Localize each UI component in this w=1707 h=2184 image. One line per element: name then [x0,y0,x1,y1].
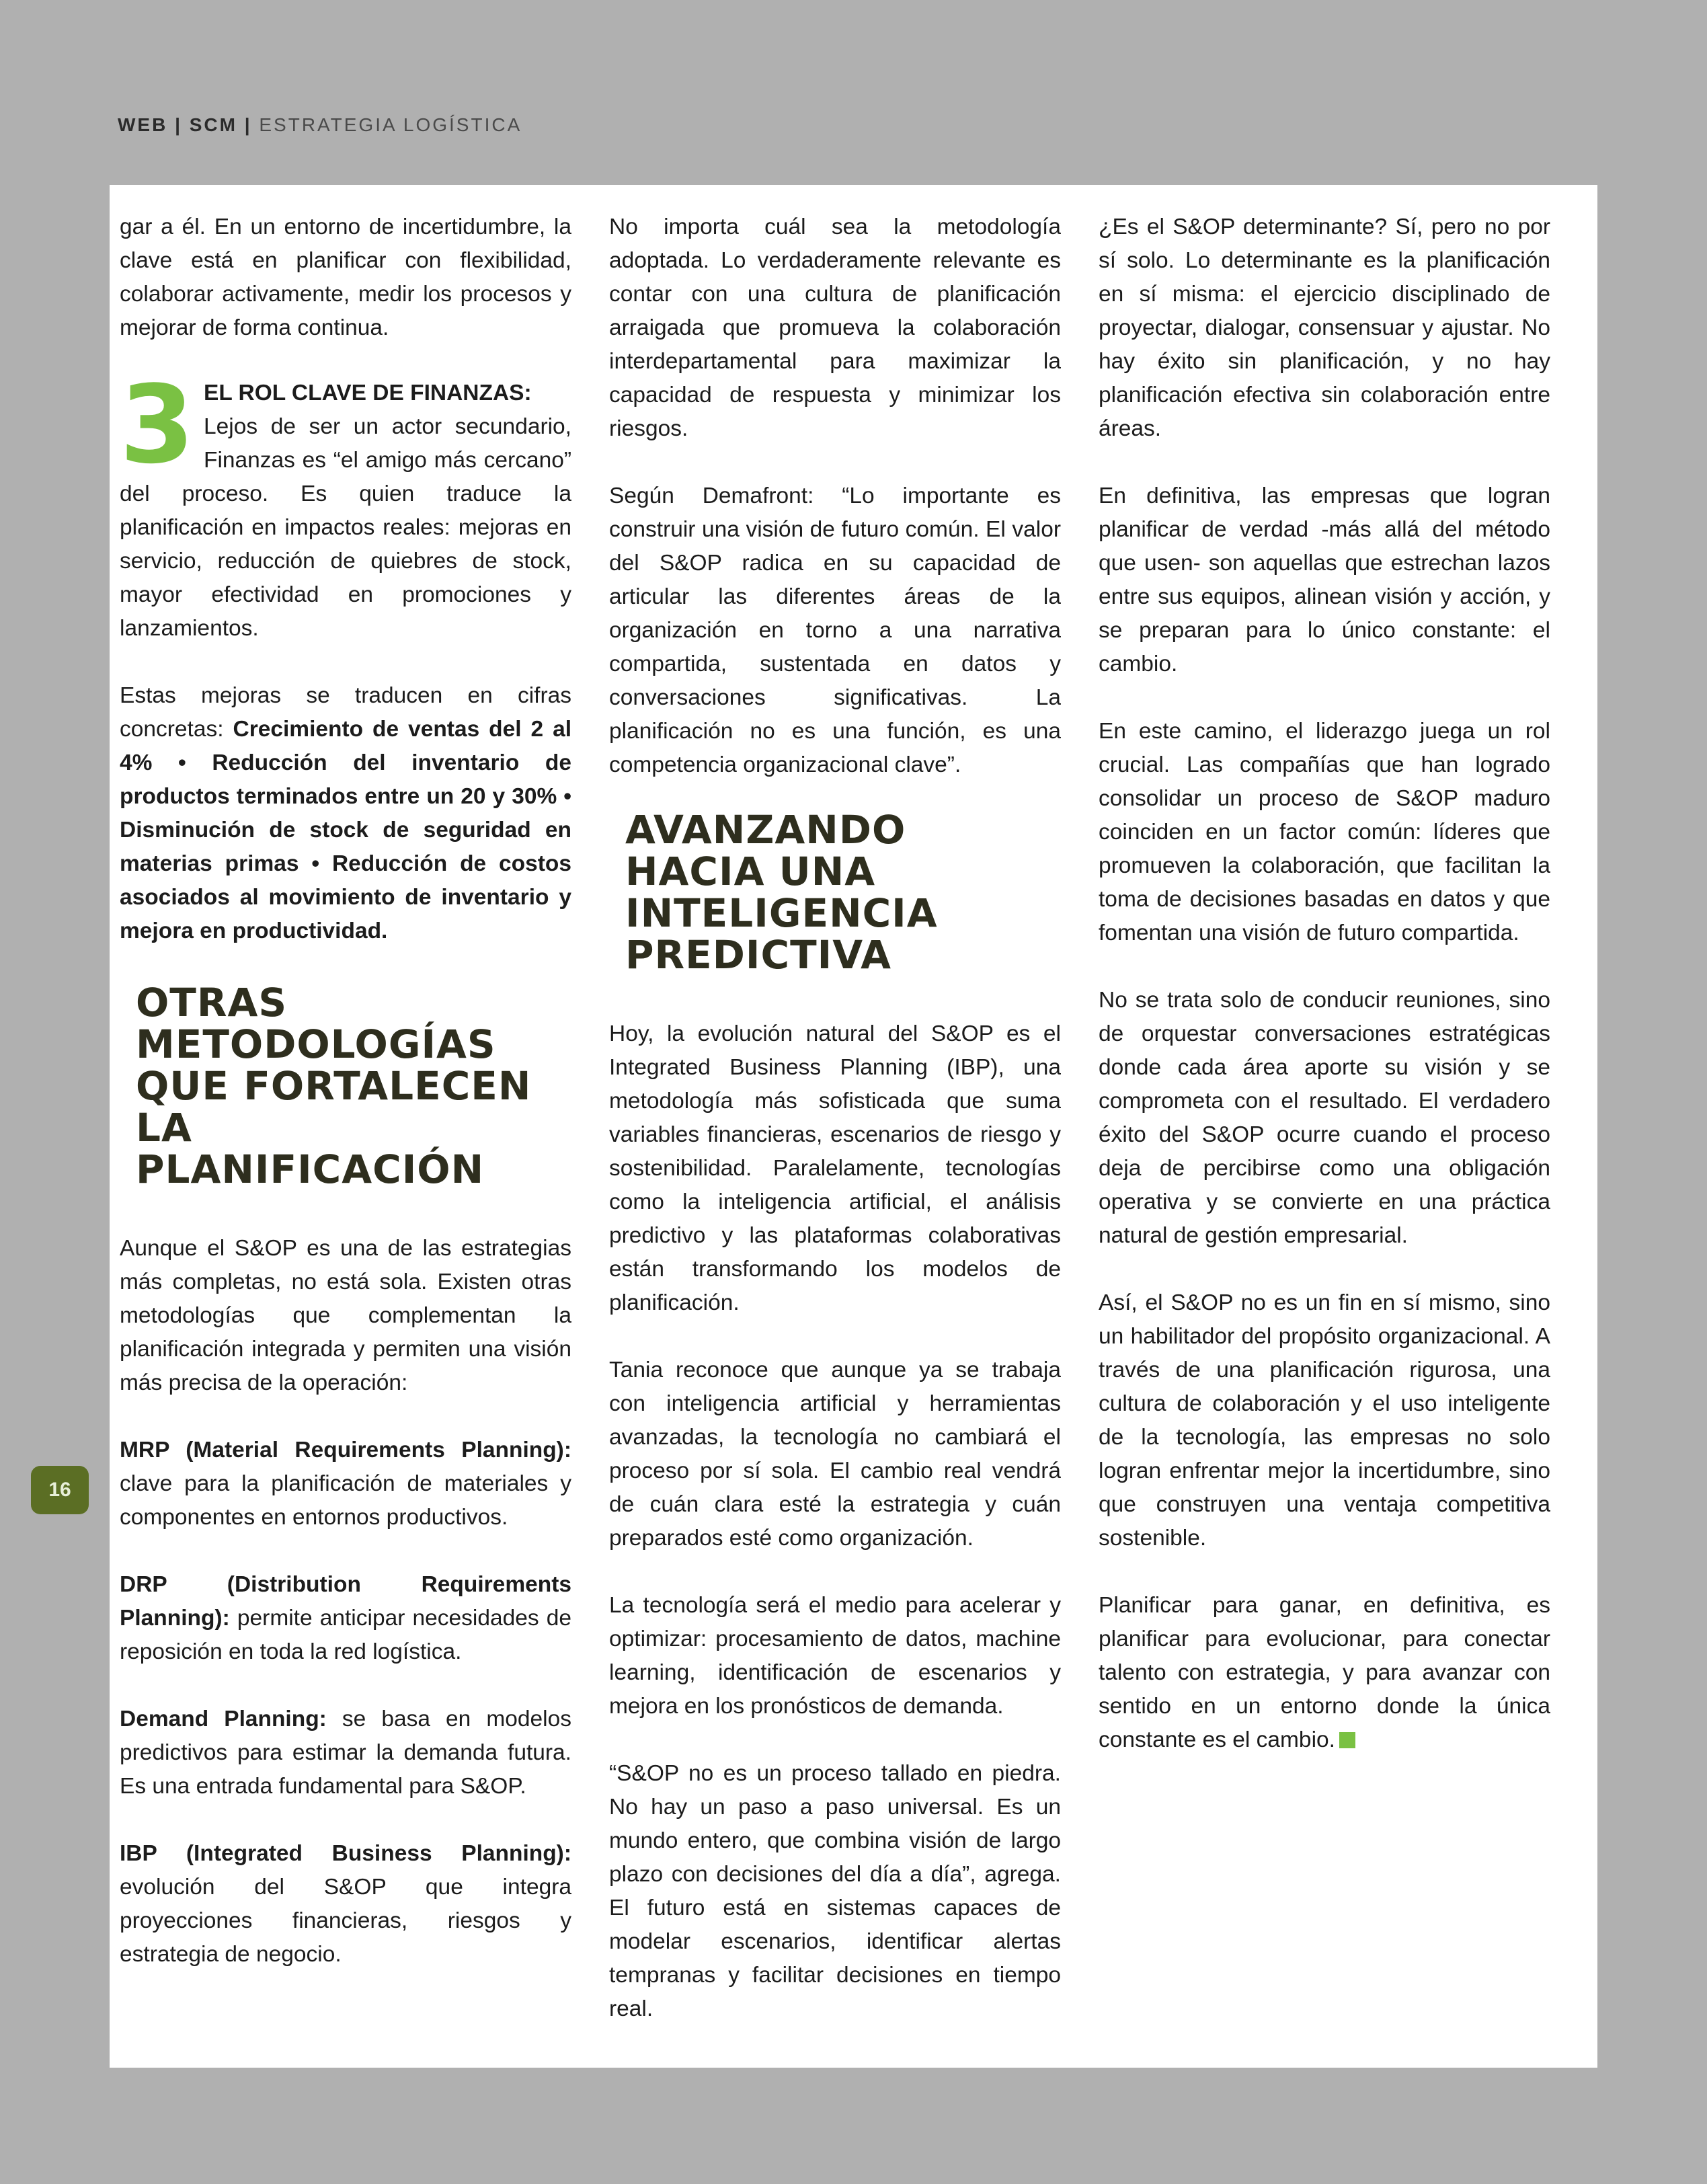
header-web: WEB [118,114,168,135]
col2-paragraph-5: La tecnología será el medio para acelerar y optimizar: procesamiento de datos, machine learning, identificación de escenarios y mejora en los pronósticos de demanda. [609,1593,1061,1719]
header-scm: SCM [189,114,237,135]
finanzas-text: Lejos de ser un actor secundario, Finanzas es “el amigo más cercano” del proceso. Es quien traduce la planificación en impactos reales: mejoras en servicio, reducción de quiebres de stock, mayor efectividad en promociones y lanzamientos. [120,414,571,641]
ibp-paragraph: IBP (Integrated Business Planning): evolución del S&OP que integra proyecciones financieras, riesgos y estrategia de negocio. [120,1841,571,1967]
finanzas-title: EL ROL CLAVE DE FINANZAS: [204,381,532,405]
col1-paragraph-4: Aunque el S&OP es una de las estrategias más completas, no está sola. Existen otras metodologías que complementan la planificación integrada y permiten una visión más precisa de la operación: [120,1236,571,1395]
col1-paragraph-1: gar a él. En un entorno de incertidumbre, la clave está en planificar con flexibilidad, colaborar activamente, medir los procesos y mejorar de forma continua. [120,214,571,340]
end-mark-square-icon [1339,1732,1355,1748]
column-2 [609,210,1061,2026]
col3-paragraph-3: En este camino, el liderazgo juega un rol crucial. Las compañías que han logrado consolidar un proceso de S&OP maduro coinciden en un factor común: líderes que promueven la colaboración, que facilitan la toma de decisiones basadas en datos y que fomentan una visión de futuro compartida. [1099,719,1550,945]
col2-paragraph-6: “S&OP no es un proceso tallado en piedra. No hay un paso a paso universal. Es un mundo entero, que combina visión de largo plazo con decisiones del día a día”, agrega. El futuro está en sistemas capaces de modelar escenarios, identificar alertas tempranas y facilitar decisiones en tiempo real. [609,1761,1061,2021]
col3-paragraph-1: ¿Es el S&OP determinante? Sí, pero no por sí solo. Lo determinante es la planificación en sí misma: el ejercicio disciplinado de proyectar, dialogar, consensuar y ajustar. No hay éxito sin planificación, y no hay planificación efectiva sin colaboración entre áreas. [1099,214,1550,441]
article-page [110,185,1597,2068]
running-header: WEB | SCM | ESTRATEGIA LOGÍSTICA [118,114,522,135]
heading-otras-metodologias: OTRAS METODOLOGÍAS QUE FORTALECEN LA PLANIFICACIÓN [136,980,532,1192]
drp-paragraph: DRP (Distribution Requirements Planning): permite anticipar necesidades de reposición en toda la red logística. [120,1572,572,1664]
col3-paragraph-4: No se trata solo de conducir reuniones, sino de orquestar conversaciones estratégicas donde cada área aporte su visión y se comprometa con el resultado. El verdadero éxito del S&OP ocurre cuando el proceso deja de percibirse como una obligación operativa y se convierte en una práctica natural de gestión empresarial. [1099,988,1550,1248]
col1-paragraph-3: Estas mejoras se traducen en cifras concretas: Crecimiento de ventas del 2 al 4% • Reducción del inventario de productos terminados entre un 20 y 30% • Disminución de stock de seguridad en materias primas • Reducción de costos asociados al movimiento de inventario y mejora en productividad. [120,683,572,943]
col2-paragraph-3: Hoy, la evolución natural del S&OP es el Integrated Business Planning (IBP), una metodología más sofisticada que suma variables financieras, escenarios de riesgo y sostenibilidad. Paralelamente, tecnologías como la inteligencia artificial, el análisis predictivo y las plataformas colaborativas están transformando los modelos de planificación. [609,1021,1061,1315]
page-number: 16 [31,1466,89,1514]
col3-paragraph-2: En definitiva, las empresas que logran planificar de verdad -más allá del método que usen- son aquellas que estrechan lazos entre sus equipos, alinean visión y acción, y se preparan para lo único constante: el cambio. [1099,483,1550,676]
header-section: ESTRATEGIA LOGÍSTICA [259,114,522,135]
column-1 [120,210,571,1972]
col2-paragraph-4: Tania reconoce que aunque ya se trabaja con inteligencia artificial y herramientas avanzadas, la tecnología no cambiará el proceso por sí sola. El cambio real vendrá de cuán clara esté la estrategia y cuán preparados esté como organización. [609,1358,1061,1551]
demand-planning-paragraph: Demand Planning: se basa en modelos predictivos para estimar la demanda futura. Es una entrada fundamental para S&OP. [120,1707,571,1799]
cifras-bold: Crecimiento de ventas del 2 al 4% • Reducción del inventario de productos terminados entre un 20 y 30% • Disminución de stock de seguridad en materias primas • Reducción de costos asociados al movimiento de inventario y mejora en productividad. [120,717,572,943]
mrp-paragraph: MRP (Material Requirements Planning): clave para la planificación de materiales y componentes en entornos productivos. [120,1438,571,1530]
column-3 [1099,210,1550,1757]
dropcap-number: 3 [120,362,195,488]
col2-paragraph-1: No importa cuál sea la metodología adoptada. Lo verdaderamente relevante es contar con una cultura de planificación arraigada que promueva la colaboración interdepartamental para maximizar la capacidad de respuesta y minimizar los riesgos. [609,214,1061,441]
col3-paragraph-5: Así, el S&OP no es un fin en sí mismo, sino un habilitador del propósito organizacional. A través de una planificación rigurosa, una cultura de colaboración y el uso inteligente de la tecnología, las empresas no solo logran enfrentar mejor la incertidumbre, sino que construyen una ventaja competitiva sostenible. [1099,1290,1550,1551]
heading-inteligencia-predictiva: AVANZANDO HACIA UNA INTELIGENCIA PREDICTIVA [625,807,938,978]
col3-paragraph-6: Planificar para ganar, en definitiva, es planificar para evolucionar, para conectar talento con estrategia, y para avanzar con sentido en un entorno donde la única constante es el cambio. [1099,1593,1550,1752]
dropcap-paragraph [120,362,571,646]
col2-paragraph-2: Según Demafront: “Lo importante es construir una visión de futuro común. El valor del S&OP radica en su capacidad de articular las diferentes áreas de la organización en torno a una narrativa compartida, sustentada en datos y conversaciones significativas. La planificación no es una función, es una competencia organizacional clave”. [609,483,1061,777]
